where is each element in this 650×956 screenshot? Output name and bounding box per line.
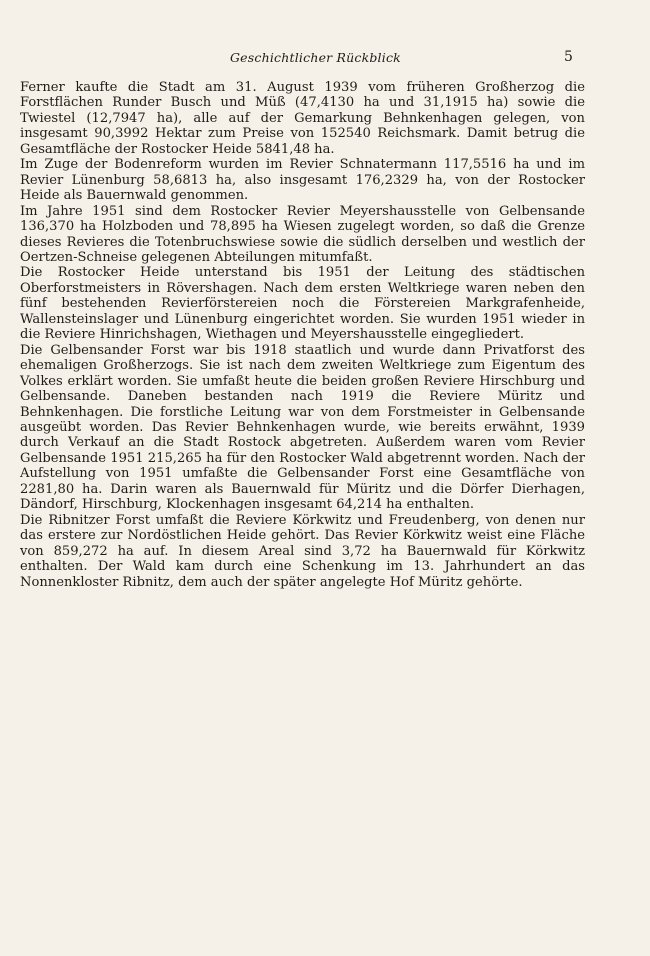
running-title: Geschichtlicher Rückblick xyxy=(230,50,401,65)
paragraph-rostocker-heide-administration: Die Rostocker Heide unterstand bis 1951 der Leitung des städtischen Oberforstmeisters in Rövershagen. Nach dem ersten Weltkriege waren neben den fünf bestehenden Revierförstereien noch die Förstereien Markgrafenheide, Wallensteinslager und Lünenburg eingerichtet worden. Sie wurden 1951 wieder in die Reviere Hinrichshagen, Wiethagen und Meyershausstelle eingegliedert. xyxy=(20,265,585,343)
paragraph-forest-purchase-1939: Ferner kaufte die Stadt am 31. August 1939 vom früheren Großherzog die Forstflächen Runder Busch und Müß (47,4130 ha und 31,1915 ha) sowie die Twiestel (12,7947 ha), alle auf der Gemarkung Behnkenhagen gelegen, von insgesamt 90,3992 Hektar zum Preise von 152540 Reichsmark. Damit betrug die Gesamtfläche der Rostocker Heide 5841,48 ha. xyxy=(20,80,585,157)
paragraph-gelbensander-forst: Die Gelbensander Forst war bis 1918 staatlich und wurde dann Privatforst des ehemaligen Großherzogs. Sie ist nach dem zweiten Weltkriege zum Eigentum des Volkes erklärt worden. Sie umfaßt heute die beiden großen Reviere Hirschburg und Gelbensande. Daneben bestanden nach 1919 die Reviere Müritz und Behnkenhagen. Die forstliche Leitung war von dem Forstmeister in Gelbensande ausgeübt worden. Das Revier Behnkenhagen wurde, wie bereits erwähnt, 1939 durch Verkauf an die Stadt Rostock abgetreten. Außerdem waren vom Revier Gelbensande 1951 215,265 ha für den Rostocker Wald abgetrennt worden. Nach der Aufstellung von 1951 umfaßte die Gelbensander Forst eine Gesamtfläche von 2281,80 ha. Darin waren als Bauernwald für Müritz und die Dörfer Dierhagen, Dändorf, Hirschburg, Klockenhagen insgesamt 64,214 ha enthalten. xyxy=(20,342,585,513)
running-head xyxy=(0,50,650,70)
paragraph-year-1951: Im Jahre 1951 sind dem Rostocker Revier Meyershausstelle von Gelbensande 136,370 ha Holzboden und 78,895 ha Wiesen zugelegt worden, so daß die Grenze dieses Revieres die Totenbruchswiese sowie die südlich derselben und westlich der Oertzen-Schneise gelegenen Abteilungen mitumfaßt. xyxy=(20,203,585,265)
paragraph-land-reform: Im Zuge der Bodenreform wurden im Revier Schnatermann 117,5516 ha und im Revier Lünenburg 58,6813 ha, also insgesamt 176,2329 ha, von der Rostocker Heide als Bauernwald genommen. xyxy=(20,157,585,204)
page-number: 5 xyxy=(564,49,573,65)
paragraph-ribnitzer-forst: Die Ribnitzer Forst umfaßt die Reviere Körkwitz und Freudenberg, von denen nur das erstere zur Nordöstlichen Heide gehört. Das Revier Körkwitz weist eine Fläche von 859,272 ha auf. In diesem Areal sind 3,72 ha Bauernwald für Körkwitz enthalten. Der Wald kam durch eine Schenkung im 13. Jahrhundert an das Nonnenkloster Ribnitz, dem auch der später angelegte Hof Müritz gehörte. xyxy=(20,512,585,590)
body-text xyxy=(20,80,585,590)
